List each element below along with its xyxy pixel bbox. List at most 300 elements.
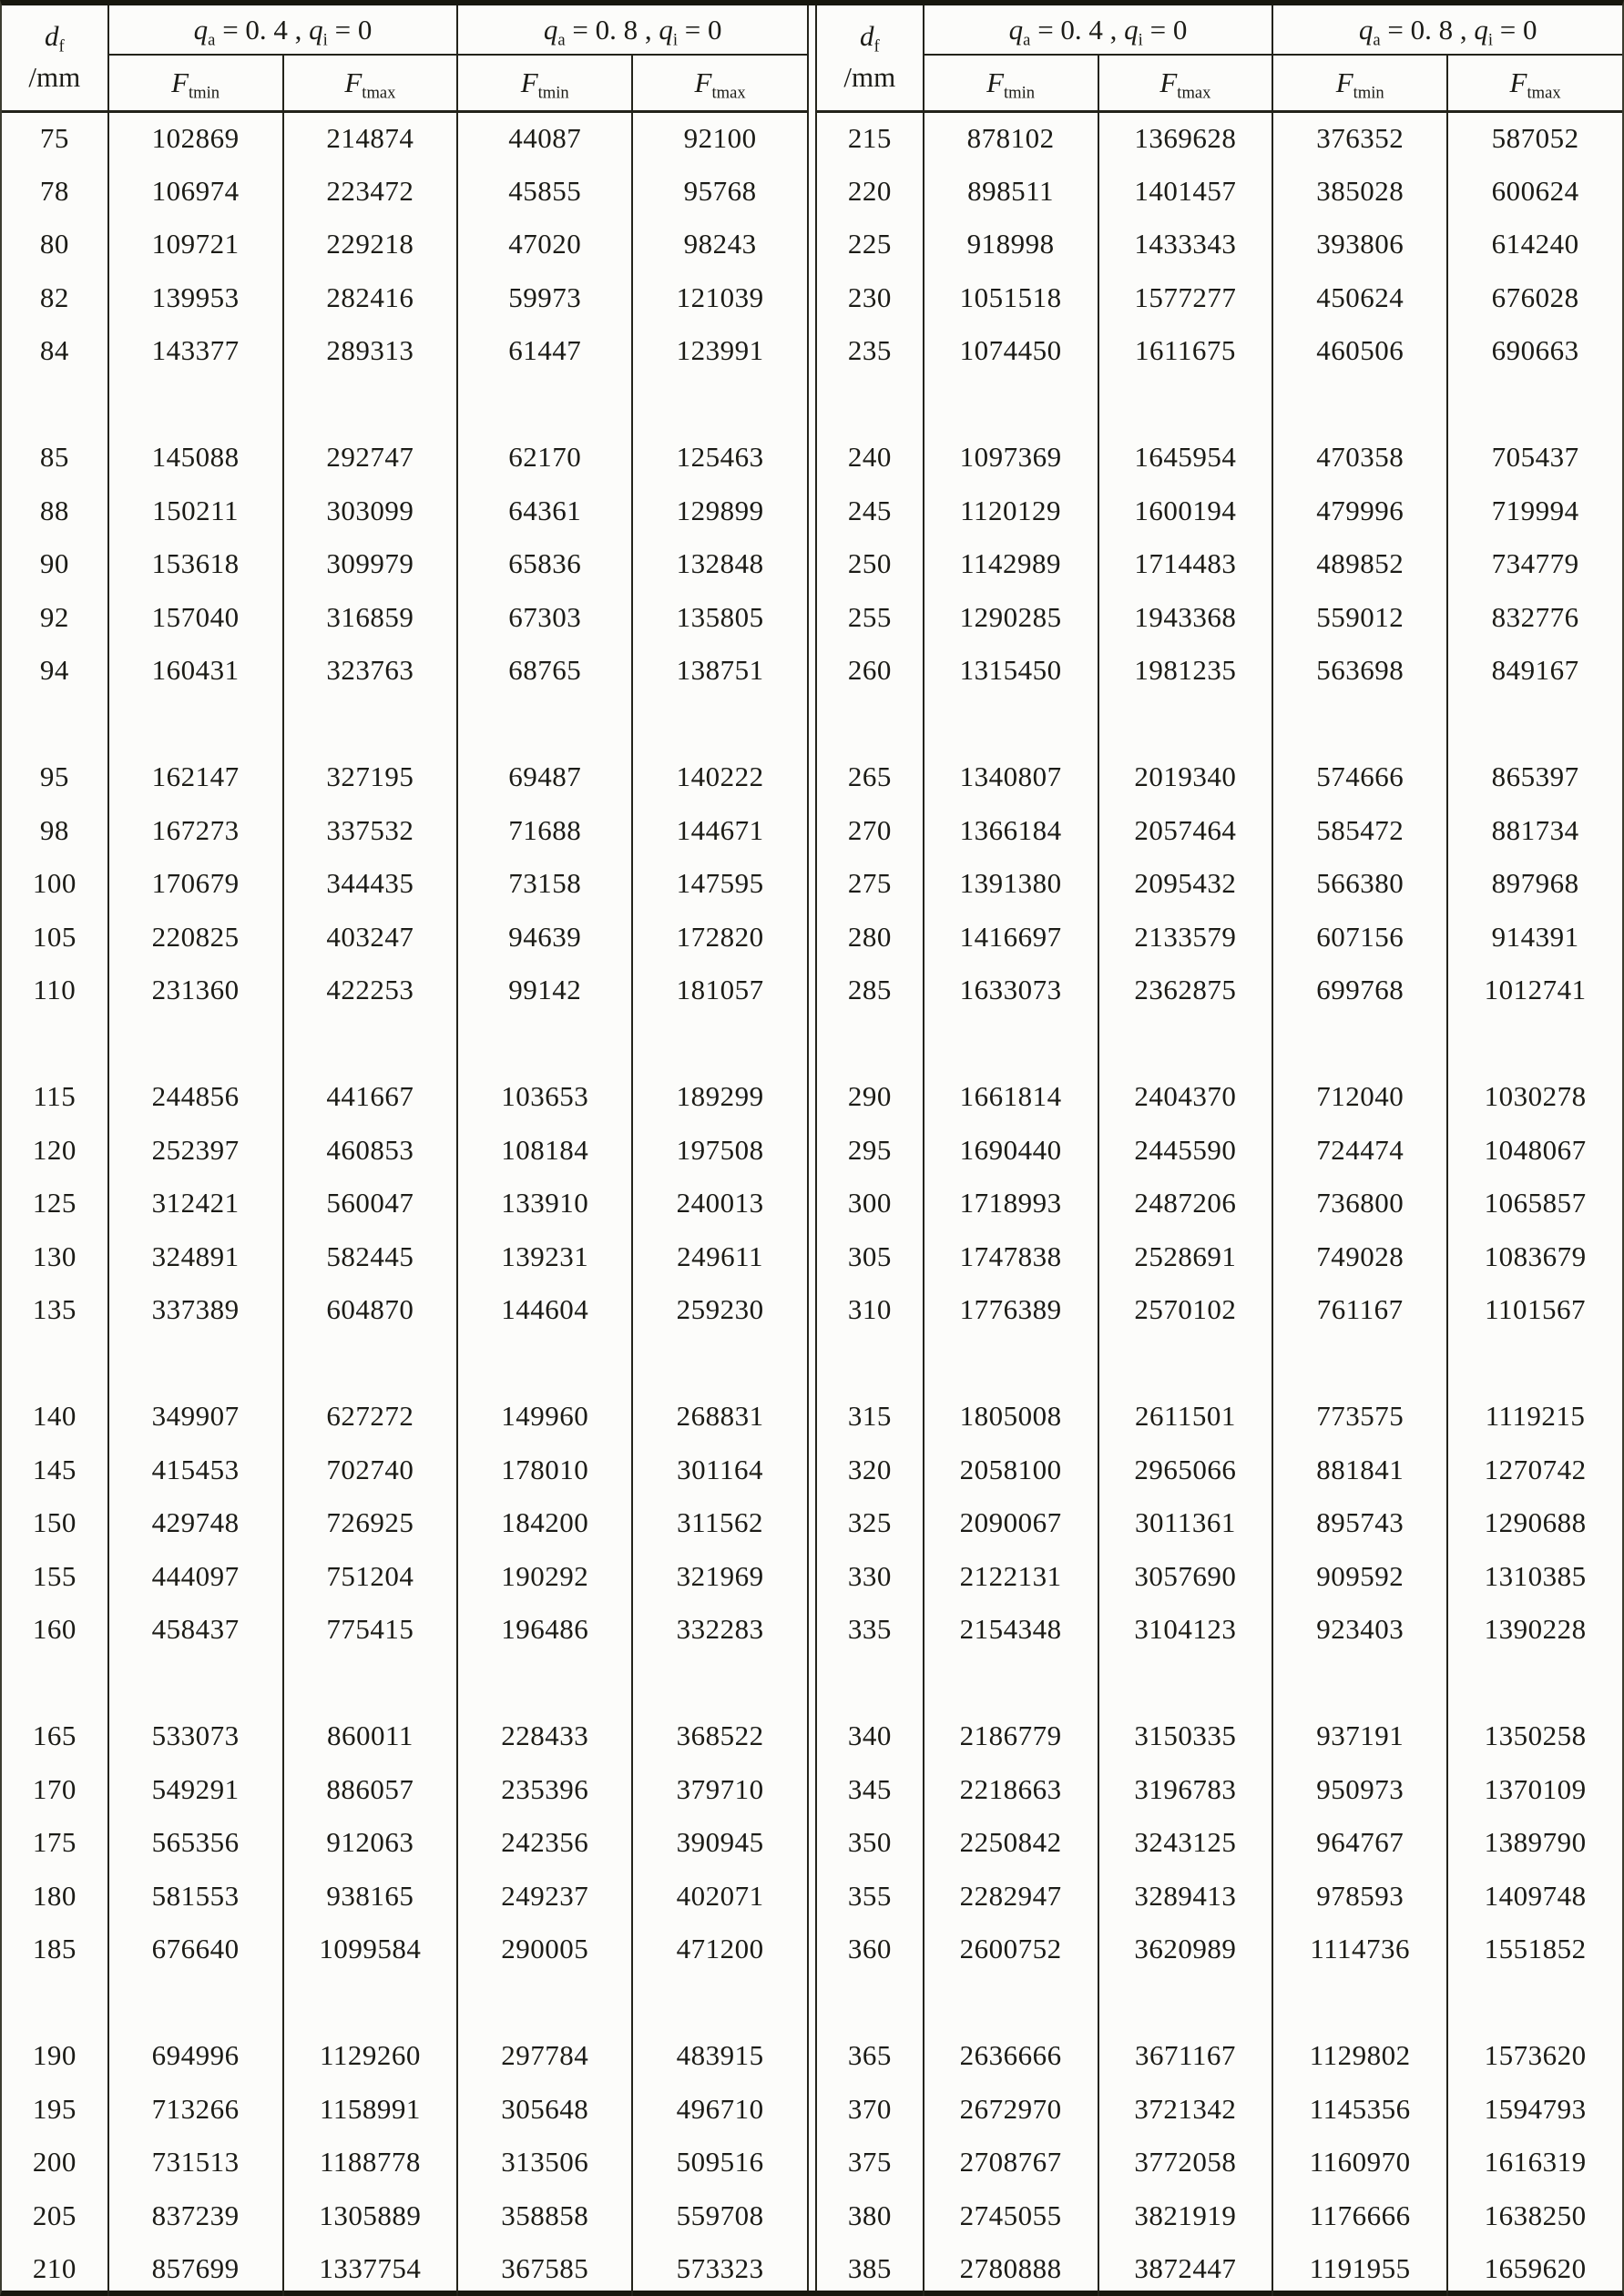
force-value-cell: 2570102 [1098,1283,1273,1337]
header-ftmax-04: $F_{tmax}$ [283,55,458,111]
force-value-cell: 94639 [457,911,632,964]
force-value-cell: 460506 [1272,324,1447,378]
force-value-cell: 912063 [283,1816,458,1870]
force-value-cell: 2404370 [1098,1070,1273,1124]
df-value-cell: 240 [817,431,924,485]
force-value-cell: 1633073 [924,964,1098,1017]
force-value-cell: 549291 [108,1763,283,1817]
spacer-cell [283,378,458,432]
force-value-cell: 1370109 [1484,1772,1587,1805]
force-value-cell: 918998 [924,218,1098,271]
header-ftmax-08: $F_{tmax}$ [632,55,807,111]
force-value-cell: 849167 [1491,654,1579,687]
force-value-cell: 64361 [457,485,632,538]
spacer-cell [108,1017,283,1071]
spacer-cell [632,378,807,432]
table-row [2,2029,807,2083]
force-value-cell: 178010 [457,1444,632,1497]
df-value-cell: 82 [2,271,108,325]
spacer-cell [817,1337,924,1391]
force-value-cell: 604870 [283,1283,458,1337]
force-value-cell: 297784 [457,2029,632,2083]
force-value-cell: 2745055 [924,2189,1098,2243]
group-spacer-row [2,378,807,432]
table-row [817,964,1622,1017]
table-row [2,165,807,219]
force-value-cell: 731513 [108,2136,283,2189]
df-value-cell: 245 [817,485,924,538]
df-value-cell: 345 [817,1763,924,1817]
force-value-cell: 897968 [1491,867,1579,900]
spacer-cell [457,698,632,751]
force-value-cell: 143377 [108,324,283,378]
force-value-cell: 303099 [283,485,458,538]
force-value-cell: 102869 [108,111,283,165]
df-value-cell: 285 [817,964,924,1017]
force-value-cell: 170679 [108,857,283,911]
df-value-cell: 84 [2,324,108,378]
force-value-cell: 483915 [676,2039,764,2072]
header-df [2,5,108,111]
df-value-cell: 92 [2,591,108,645]
df-value-cell: 140 [2,1390,108,1444]
force-value-cell: 235396 [457,1763,632,1817]
force-value-cell: 886057 [283,1763,458,1817]
table-row [817,218,1622,271]
force-value-cell: 676028 [1491,281,1579,313]
table-row [2,1230,807,1284]
force-value-cell: 301164 [677,1453,763,1485]
force-value-cell: 1129802 [1272,2029,1447,2083]
force-value-cell: 751204 [283,1550,458,1604]
force-value-cell: 68765 [457,644,632,698]
force-value-cell: 3243125 [1098,1816,1273,1870]
force-value-cell: 479996 [1272,485,1447,538]
df-value-cell: 355 [817,1870,924,1924]
table-row [817,1763,1622,1817]
force-value-cell: 385028 [1272,165,1447,219]
force-value-cell: 2057464 [1098,804,1273,858]
force-value-cell: 1616319 [1484,2146,1587,2179]
force-value-cell: 228433 [457,1709,632,1763]
force-value-cell: 103653 [457,1070,632,1124]
force-value-cell: 2250842 [924,1816,1098,1870]
force-value-cell: 581553 [108,1870,283,1924]
header-q04: $q_a = 0$. 4 , $q_i = 0$ [108,5,458,55]
group-spacer-row [2,1657,807,1710]
spacer-cell [1272,378,1447,432]
force-value-cell: 2058100 [924,1444,1098,1497]
spacer-cell [632,698,807,751]
force-value-cell: 614240 [1491,228,1579,260]
force-value-cell: 964767 [1272,1816,1447,1870]
force-value-cell: 533073 [108,1709,283,1763]
force-value-cell: 3872447 [1098,2242,1273,2296]
table-row [817,1124,1622,1178]
force-value-cell: 2528691 [1098,1230,1273,1284]
force-value-cell: 153618 [108,537,283,591]
df-value-cell: 265 [817,750,924,804]
table-row [817,324,1622,378]
force-value-cell: 106974 [108,165,283,219]
force-value-cell: 1366184 [924,804,1098,858]
spacer-cell [457,1976,632,2030]
force-value-cell: 223472 [283,165,458,219]
force-value-cell: 3772058 [1098,2136,1273,2189]
table-row [817,2136,1622,2189]
df-value-cell: 325 [817,1496,924,1550]
force-value-cell: 197508 [676,1133,764,1166]
force-value-cell: 1315450 [924,644,1098,698]
df-value-cell: 360 [817,1923,924,1976]
force-value-cell: 471200 [676,1933,764,1965]
force-value-cell: 898511 [924,165,1098,219]
force-value-cell: 190292 [457,1550,632,1604]
df-value-cell: 110 [2,964,108,1017]
force-value-cell: 1099584 [283,1923,458,1976]
force-value-cell: 402071 [676,1879,764,1912]
force-value-cell: 379710 [676,1772,764,1805]
spacer-cell [108,378,283,432]
force-value-cell: 132848 [676,547,764,580]
table-row [817,2029,1622,2083]
table-row [2,1763,807,1817]
df-value-cell: 305 [817,1230,924,1284]
table-row [2,1283,807,1337]
force-value-cell: 135805 [676,600,764,633]
header-q04: $q_a = 0$. 4 , $q_i = 0$ [924,5,1273,55]
spacer-cell [1447,1017,1622,1071]
force-value-cell: 167273 [108,804,283,858]
force-value-cell: 1747838 [924,1230,1098,1284]
force-value-cell: 1048067 [1484,1133,1587,1166]
force-value-cell: 393806 [1272,218,1447,271]
force-value-cell: 108184 [457,1124,632,1178]
table-row [2,964,807,1017]
spacer-cell [1098,1976,1273,2030]
force-value-cell: 585472 [1272,804,1447,858]
table-row [2,1496,807,1550]
table-row [817,1283,1622,1337]
df-value-cell: 105 [2,911,108,964]
spacer-cell [2,378,108,432]
table-row [2,1923,807,1976]
force-value-cell: 2218663 [924,1763,1098,1817]
df-value-cell: 160 [2,1603,108,1657]
force-value-cell: 376352 [1272,111,1447,165]
force-value-cell: 2672970 [924,2083,1098,2137]
force-value-cell: 1409748 [1484,1879,1587,1912]
table-row [817,591,1622,645]
force-value-cell: 196486 [457,1603,632,1657]
df-value-cell: 365 [817,2029,924,2083]
table-row [2,911,807,964]
force-value-cell: 837239 [108,2189,283,2243]
table-row [2,1390,807,1444]
force-value-cell: 139231 [457,1230,632,1284]
force-value-cell: 724474 [1272,1124,1447,1178]
force-value-cell: 368522 [676,1719,764,1752]
spacer-cell [2,1017,108,1071]
df-value-cell: 95 [2,750,108,804]
df-value-cell: 190 [2,2029,108,2083]
force-value-cell: 1600194 [1098,485,1273,538]
df-value-cell: 350 [817,1816,924,1870]
df-value-cell: 115 [2,1070,108,1124]
force-value-cell: 2133579 [1098,911,1273,964]
force-value-cell: 2445590 [1098,1124,1273,1178]
force-value-cell: 600624 [1491,174,1579,207]
force-value-cell: 694996 [108,2029,283,2083]
force-value-cell: 559012 [1272,591,1447,645]
force-value-cell: 1310385 [1484,1559,1587,1592]
force-value-cell: 2282947 [924,1870,1098,1924]
table-row [2,271,807,325]
table-row [817,1709,1622,1763]
spacer-cell [632,1657,807,1710]
force-value-cell: 881841 [1272,1444,1447,1497]
table-row [817,1444,1622,1497]
force-value-cell: 1577277 [1098,271,1273,325]
df-value-cell: 220 [817,165,924,219]
force-value-cell: 65836 [457,537,632,591]
force-value-cell: 923403 [1272,1603,1447,1657]
table-row [817,1177,1622,1230]
force-value-cell: 1145356 [1272,2083,1447,2137]
force-value-cell: 909592 [1272,1550,1447,1604]
force-value-cell: 98243 [683,228,757,260]
force-value-cell: 1083679 [1484,1240,1587,1272]
table-left-body [2,111,807,2296]
force-value-cell: 1176666 [1272,2189,1447,2243]
force-value-cell: 231360 [108,964,283,1017]
table-row [2,1070,807,1124]
spacer-cell [2,1976,108,2030]
force-value-cell: 2362875 [1098,964,1273,1017]
force-value-cell: 121039 [676,281,764,313]
force-value-cell: 229218 [283,218,458,271]
force-value-cell: 109721 [108,218,283,271]
header-ftmin-04: $F_{tmin}$ [924,55,1098,111]
force-value-cell: 3289413 [1098,1870,1273,1924]
spacer-cell [283,1337,458,1391]
table-row [2,324,807,378]
force-value-cell: 3620989 [1098,1923,1273,1976]
force-value-cell: 289313 [283,324,458,378]
force-value-cell: 705437 [1491,441,1579,474]
force-value-cell: 1270742 [1484,1453,1587,1485]
df-unit: /mm [28,61,81,94]
force-value-cell: 133910 [457,1177,632,1230]
force-value-cell: 415453 [108,1444,283,1497]
spacer-cell [1272,698,1447,751]
force-value-cell: 422253 [283,964,458,1017]
df-unit: /mm [843,61,896,94]
df-value-cell: 130 [2,1230,108,1284]
force-value-cell: 895743 [1272,1496,1447,1550]
df-value-cell: 165 [2,1709,108,1763]
force-value-cell: 938165 [283,1870,458,1924]
df-value-cell: 335 [817,1603,924,1657]
force-value-cell: 563698 [1272,644,1447,698]
force-value-cell: 184200 [457,1496,632,1550]
table-row [2,1603,807,1657]
df-value-cell: 185 [2,1923,108,1976]
force-value-cell: 1158991 [283,2083,458,2137]
force-value-cell: 244856 [108,1070,283,1124]
force-value-cell: 1305889 [283,2189,458,2243]
df-value-cell: 255 [817,591,924,645]
force-value-cell: 157040 [108,591,283,645]
spacer-cell [924,378,1098,432]
force-value-cell: 566380 [1272,857,1447,911]
spacer-cell [632,1337,807,1391]
force-value-cell: 1805008 [924,1390,1098,1444]
table-row [817,2189,1622,2243]
force-value-cell: 560047 [283,1177,458,1230]
spacer-cell [817,698,924,751]
spacer-cell [108,1657,283,1710]
force-value-cell: 311562 [677,1506,763,1539]
force-value-cell: 1573620 [1484,2039,1587,2072]
force-value-cell: 1638250 [1484,2199,1587,2231]
force-value-cell: 1188778 [283,2136,458,2189]
table-row [817,537,1622,591]
spacer-cell [1272,1657,1447,1710]
force-value-cell: 292747 [283,431,458,485]
force-value-cell: 1661814 [924,1070,1098,1124]
force-value-cell: 3671167 [1098,2029,1273,2083]
spacer-cell [817,1976,924,2030]
group-spacer-row [817,1657,1622,1710]
force-value-cell: 138751 [676,654,764,687]
df-value-cell: 230 [817,271,924,325]
table-right-half [817,5,1622,2296]
force-value-cell: 123991 [676,334,764,367]
force-value-cell: 1074450 [924,324,1098,378]
force-value-cell: 1142989 [924,537,1098,591]
df-value-cell: 385 [817,2242,924,2296]
force-value-cell: 1659620 [1484,2252,1587,2285]
table-row [817,1923,1622,1976]
group-spacer-row [817,1976,1622,2030]
df-value-cell: 98 [2,804,108,858]
group-spacer-row [2,698,807,751]
table-row [2,857,807,911]
group-spacer-row [817,378,1622,432]
table-row [2,431,807,485]
table-row [817,165,1622,219]
df-value-cell: 260 [817,644,924,698]
force-value-cell: 73158 [457,857,632,911]
df-symbol: $d_f$ [44,20,65,56]
spacer-cell [1098,1017,1273,1071]
header-q08: $q_a = 0$. 8 , $q_i = 0$ [1272,5,1622,55]
force-value-cell: 761167 [1272,1283,1447,1337]
spacer-cell [817,378,924,432]
table-row [2,644,807,698]
df-symbol: $d_f$ [859,20,880,56]
force-value-cell: 1350258 [1484,1719,1587,1752]
force-value-cell: 268831 [676,1400,764,1433]
force-value-cell: 337532 [283,804,458,858]
df-value-cell: 210 [2,2242,108,2296]
force-value-cell: 712040 [1272,1070,1447,1124]
df-value-cell: 205 [2,2189,108,2243]
df-value-cell: 250 [817,537,924,591]
force-value-cell: 1776389 [924,1283,1098,1337]
df-value-cell: 270 [817,804,924,858]
df-value-cell: 180 [2,1870,108,1924]
force-value-cell: 160431 [108,644,283,698]
force-value-cell: 3821919 [1098,2189,1273,2243]
df-value-cell: 310 [817,1283,924,1337]
spacer-cell [1272,1976,1447,2030]
table-row [817,1390,1622,1444]
force-value-cell: 460853 [283,1124,458,1178]
force-value-cell: 719994 [1491,494,1579,526]
spacer-cell [283,1976,458,2030]
spacer-cell [924,1976,1098,2030]
force-value-cell: 470358 [1272,431,1447,485]
force-value-cell: 44087 [457,111,632,165]
force-value-cell: 857699 [108,2242,283,2296]
force-value-cell: 2636666 [924,2029,1098,2083]
force-value-cell: 3104123 [1098,1603,1273,1657]
spacer-cell [1447,1976,1622,2030]
force-value-cell: 312421 [108,1177,283,1230]
force-value-cell: 71688 [457,804,632,858]
table-right-body [817,111,1622,2296]
spacer-cell [1098,1657,1273,1710]
force-value-cell: 59973 [457,271,632,325]
spacer-cell [924,1017,1098,1071]
force-value-cell: 240013 [676,1187,764,1219]
group-spacer-row [817,1017,1622,1071]
force-value-cell: 2122131 [924,1550,1098,1604]
force-value-cell: 574666 [1272,750,1447,804]
force-value-cell: 125463 [676,441,764,474]
force-value-cell: 489852 [1272,537,1447,591]
group-spacer-row [2,1337,807,1391]
spacer-cell [283,1017,458,1071]
table-row [2,1444,807,1497]
force-value-cell: 713266 [108,2083,283,2137]
header-ftmax-04: $F_{tmax}$ [1098,55,1273,111]
df-value-cell: 290 [817,1070,924,1124]
df-value-cell: 320 [817,1444,924,1497]
spacer-cell [2,1657,108,1710]
table-row [2,2083,807,2137]
force-value-cell: 327195 [283,750,458,804]
df-value-cell: 100 [2,857,108,911]
df-value-cell: 94 [2,644,108,698]
table-row [817,857,1622,911]
table-row [817,111,1622,165]
group-spacer-row [817,1337,1622,1391]
table-row [817,431,1622,485]
force-value-cell: 3150335 [1098,1709,1273,1763]
group-spacer-row [2,1976,807,2030]
force-value-cell: 607156 [1272,911,1447,964]
force-value-cell: 587052 [1491,122,1579,154]
force-value-cell: 914391 [1491,920,1579,953]
df-value-cell: 295 [817,1124,924,1178]
table-row [817,1550,1622,1604]
force-value-cell: 702740 [283,1444,458,1497]
force-value-cell: 313506 [457,2136,632,2189]
df-value-cell: 370 [817,2083,924,2137]
